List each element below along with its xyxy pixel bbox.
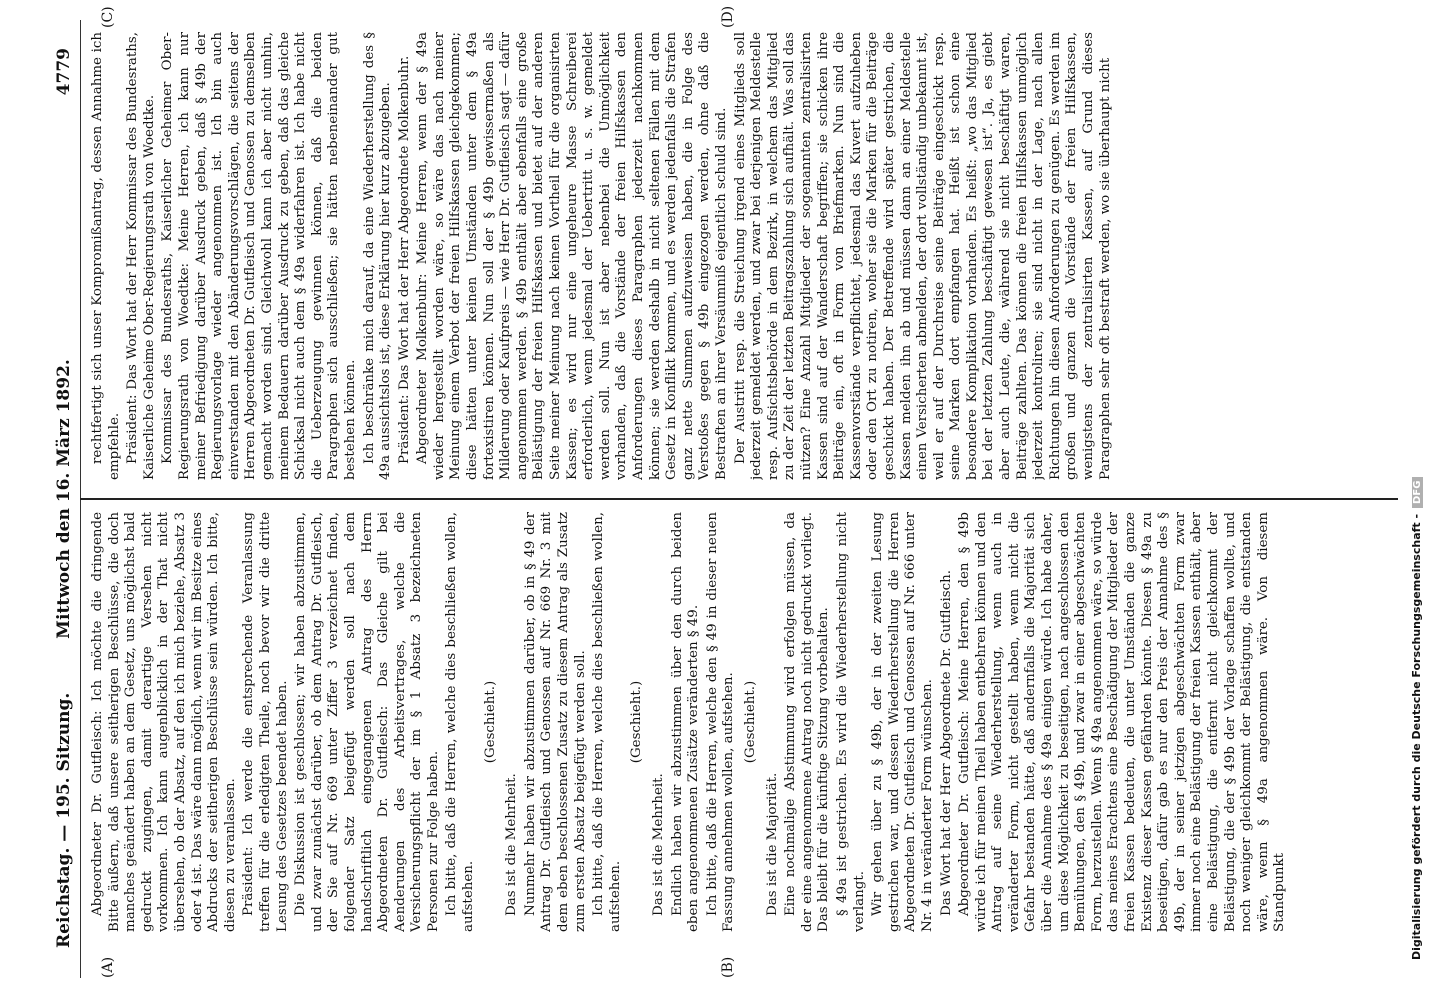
paragraph: Ich beschränke mich darauf, da eine Wiederherstellung des § 49a aussichtslos ist, diese Erklärung hier kurz abzugeben. <box>361 32 394 480</box>
header-date: Mittwoch den 16. März 1892. <box>54 359 74 639</box>
paragraph: Der Austritt resp. die Streichung irgend eines Mitglieds soll jederzeit gemeldet werden, und zwar bei derjenigen Meldestelle resp. Aufsichtsbehörde in dem Bezirk, in welchem das Mitglied zu der Zeit der letzten Beitragszahlung sich aufhält. Was soll das nützen? Eine Anzahl Mitglieder der sogenannten zentralisirten Kassen sind auf der Wanderschaft begriffen; sie schicken ihre Beiträge ein, oft in Form von Briefmarken. Nun sind die Kassenvorstände verpflichtet, jedesmal das Kuvert aufzuheben oder den Ort zu notiren, woher sie die Marken für die Beiträge geschickt haben. Der Betreffende wird später gestrichen, die Kassen melden ihn ab und müssen dann an einer Meldestelle einen Versicherten abmelden, der dort vollständig unbekannt ist, weil er auf der Durchreise seine Beiträge eingeschickt resp. seine Marken dort empfangen hat. Heißt ist schon eine besondere Komplikation vorhanden. Es heißt: „wo das Mitglied bei der letzten Zahlung beschäftigt gewesen ist“. Ja, es giebt aber auch Leute, die, während sie nicht beschäftigt waren, Beiträge zahlten. Das können die freien Hilfskassen unmöglich jederzeit kontroliren; sie sind nicht in der Lage, nach allen Richtungen hin diesen Anforderungen zu genügen. Es werden im großen und ganzen die Vorstände der freien Hilfskassen, wenigstens der zentralisirten Kassen, auf Grund dieses Paragraphen sehr oft bestraft werden, wo sie überhaupt nicht <box>732 32 1113 480</box>
marker-c: (C) <box>100 6 116 28</box>
paragraph: § 49a ist gestrichen. Es wird die Wiederherstellung nicht verlangt. <box>834 512 867 932</box>
paragraph: Ich bitte, daß die Herren, welche den § 49 in dieser neuen Fassung annehmen wollen, aufstehen. <box>704 512 737 932</box>
header-left: Reichstag. — 195. Sitzung. <box>54 692 74 948</box>
marker-b: (B) <box>720 956 736 978</box>
paragraph: Ich bitte, daß die Herren, welche dies beschließen wollen, aufstehen. <box>444 512 477 932</box>
paragraph: Nunmehr haben wir abzustimmen darüber, ob in § 49 der Antrag Dr. Gutfleisch und Genossen auf Nr. 669 Nr. 3 mit dem eben beschlossenen Zusatz zu diesem Antrag als Zusatz zum ersten Absatz beigefügt werden soll. <box>522 512 588 932</box>
paragraph: Abgeordneter Dr. Gutfleisch: Meine Herren, den § 49b würde ich für meinen Theil haben entbehren können und den Antrag auf seine Wiederherstellung, wenn auch in veränderter Form, nicht gestellt haben, wenn nicht die Gefahr bestanden hätte, daß andernfalls die Majorität sich über die Annahme des § 49a einigen würde. Ich habe daher, um diese Möglichkeit zu beseitigen, nach angeschlossen den Bemühungen, den § 49b, und zwar in einer abgeschwächten Form, herzustellen. Wenn § 49a angenommen wäre, so würde das meines Erachtens eine Beschädigung der Mitglieder der freien Kassen bedeuten, die unter Umständen die ganze Existenz dieser Kassen gefährden könnte. Diesen § 49a zu beseitigen, dafür gab es nur den Preis der Annahme des § 49b, der in seiner jetzigen abgeschwächten Form zwar immer noch eine Belästigung der freien Kassen enthält, aber eine Belästigung, die entfernt nicht gleichkommt der Belästigung, die der § 49b der Vorlage schaffen wollte, und noch weniger gleichkommt der Belästigung, die entstanden wäre, wenn § 49a angenommen wäre. Von diesem Standpunkt <box>957 512 1288 932</box>
paragraph: Präsident: Das Wort hat der Herr Kommissar des Bundesraths, Kaiserliche Geheime Ober-Regierungsrath von Woedtke. <box>125 32 157 480</box>
paragraph: Das Wort hat der Herr Abgeordnete Dr. Gutfleisch. <box>938 569 954 916</box>
paragraph: Abgeordneter Molkenbuhr: Meine Herren, wenn der § 49a wieder hergestellt worden wäre, so wäre das nach meiner Meinung einem Verbot der freien Hilfskassen gleichgekommen; diese hätten unter keinen Umständen unter dem § 49a fortexistiren können. Nun soll der § 49b gewissermaßen als Milderung oder Kaufpreis — wie Herr Dr. Gutfleisch sagt — dafür angenommen werden. § 49b enthält aber ebenfalls eine große Belästigung der freien Hilfskassen und bietet auf der anderen Seite meiner Meinung nach keinen Vortheil für die organisirten Kassen; es wird nur eine ungeheure Masse Schreiberei erforderlich, wenn jedesmal der Uebertritt u. s. w. gemeldet werden soll. Nun ist aber nebenbei die Unmöglichkeit vorhanden, daß die Vorstände der freien Hilfskassen den Anforderungen dieses Paragraphen jederzeit nachkommen können; sie werden deshalb in nicht seltenen Fällen mit dem Gesetz in Konflikt kommen, und es werden jedenfalls die Strafen ganz nette Summen aufzuweisen haben, die in Folge des Verstoßes gegen § 49b eingezogen werden, ohne daß die Bestraften an ihrer Versäumniß eigentlich schuld sind. <box>415 32 729 480</box>
page-header <box>50 20 78 978</box>
dfg-logo: DFG <box>1412 477 1423 508</box>
paragraph: Präsident: Ich werde die entsprechende Veranlassung treffen für die erledigten Theile, noch bevor wir die dritte Lesung des Gesetzes beendet haben. <box>241 512 290 932</box>
left-column <box>90 512 1390 932</box>
paragraph: rechtfertigt sich unser Kompromißantrag, dessen Annahme ich empfehle. <box>90 32 122 480</box>
paragraph: Das ist die Majorität. <box>764 772 780 916</box>
paragraph: Eine nochmalige Abstimmung wird erfolgen müssen, da der eine angenommene Antrag noch nicht gedruckt vorliegt. Das bleibt für die künftige Sitzung vorbehalten. <box>783 512 832 932</box>
paragraph: Präsident: Das Wort hat der Herr Abgeordnete Molkenbuhr. <box>396 55 412 464</box>
paragraph: Das ist die Mehrheit. <box>651 773 666 916</box>
paragraph: Ich bitte, daß die Herren, welche dies beschließen wollen, aufstehen. <box>591 512 623 932</box>
column-divider <box>80 498 1398 500</box>
digitization-footer <box>1410 477 1423 960</box>
footer-text: Digitalisierung gefördert durch die Deutsche Forschungsgemeinschaft - <box>1410 513 1423 960</box>
marker-a: (A) <box>100 956 116 978</box>
paragraph: Das ist die Mehrheit. <box>504 773 520 916</box>
stage-direction: (Geschieht.) <box>629 680 645 764</box>
stage-direction: (Geschieht.) <box>742 680 758 764</box>
stage-direction: (Geschieht.) <box>482 680 498 764</box>
marker-d: (D) <box>720 5 736 28</box>
right-column <box>90 32 1390 480</box>
paragraph: Abgeordneter Dr. Gutfleisch: Ich möchte die dringende Bitte äußern, daß unsere seitherigen Beschlüsse, die doch manches geändert haben an dem Gesetz, uns möglichst bald gedruckt zugingen, damit derartige Versehen nicht vorkommen. Ich kann augenblicklich in der That nicht übersehen, ob der Absatz, auf den ich mich beziehe, Absatz 3 oder 4 ist. Das wäre dann möglich, wenn wir im Besitze eines Abdrucks der seitherigen Beschlüsse sein würden. Ich bitte, diesen zu veranlassen. <box>90 512 238 932</box>
paragraph: Die Diskussion ist geschlossen; wir haben abzustimmen, und zwar zunächst darüber, ob dem Antrag Dr. Gutfleisch, der Sie auf Nr. 669 unter Ziffer 3 verzeichnet finden, folgender Satz beigefügt werden soll nach dem handschriftlich eingegangenen Antrag des Herrn Abgeordneten Dr. Gutfleisch: Das Gleiche gilt bei Aenderungen des Arbeitsvertrages, welche die Versicherungspflicht der im § 1 Absatz 3 bezeichneten Personen zur Folge haben. <box>293 512 441 932</box>
paragraph: Kommissar des Bundesraths, Kaiserlicher Geheimer Ober-Regierungsrath von Woedtke: Meine Herren, ich kann nur meiner Befriedigung darüber Ausdruck geben, daß § 49b der Regierungsvorlage wieder angenommen ist. Ich bin auch einverstanden mit den Abänderungsvorschlägen, die seitens der Herren Abgeordneten Dr. Gutfleisch und Genossen zu demselben gemacht worden sind. Gleichwohl kann ich aber nicht umhin, meinem Bedauern darüber Ausdruck zu geben, daß das gleiche Schicksal nicht auch dem § 49a widerfahren ist. Ich habe nicht die Ueberzeugung gewinnen können, daß die beiden Paragraphen sich ausschließen; sie hätten nebeneinander gut bestehen können. <box>160 32 358 480</box>
page-number: 4779 <box>54 48 74 96</box>
paragraph: Wir gehen über zu § 49b, der in der zweiten Lesung gestrichen war, und dessen Wiederherstellung die Herren Abgeordneten Dr. Gutfleisch und Genossen auf Nr. 666 unter Nr. 4 in veränderter Form wünschen. <box>870 512 935 932</box>
paragraph: Endlich haben wir abzustimmen über den durch beiden eben angenommenen Zusätze veränderten § 49. <box>669 512 702 932</box>
